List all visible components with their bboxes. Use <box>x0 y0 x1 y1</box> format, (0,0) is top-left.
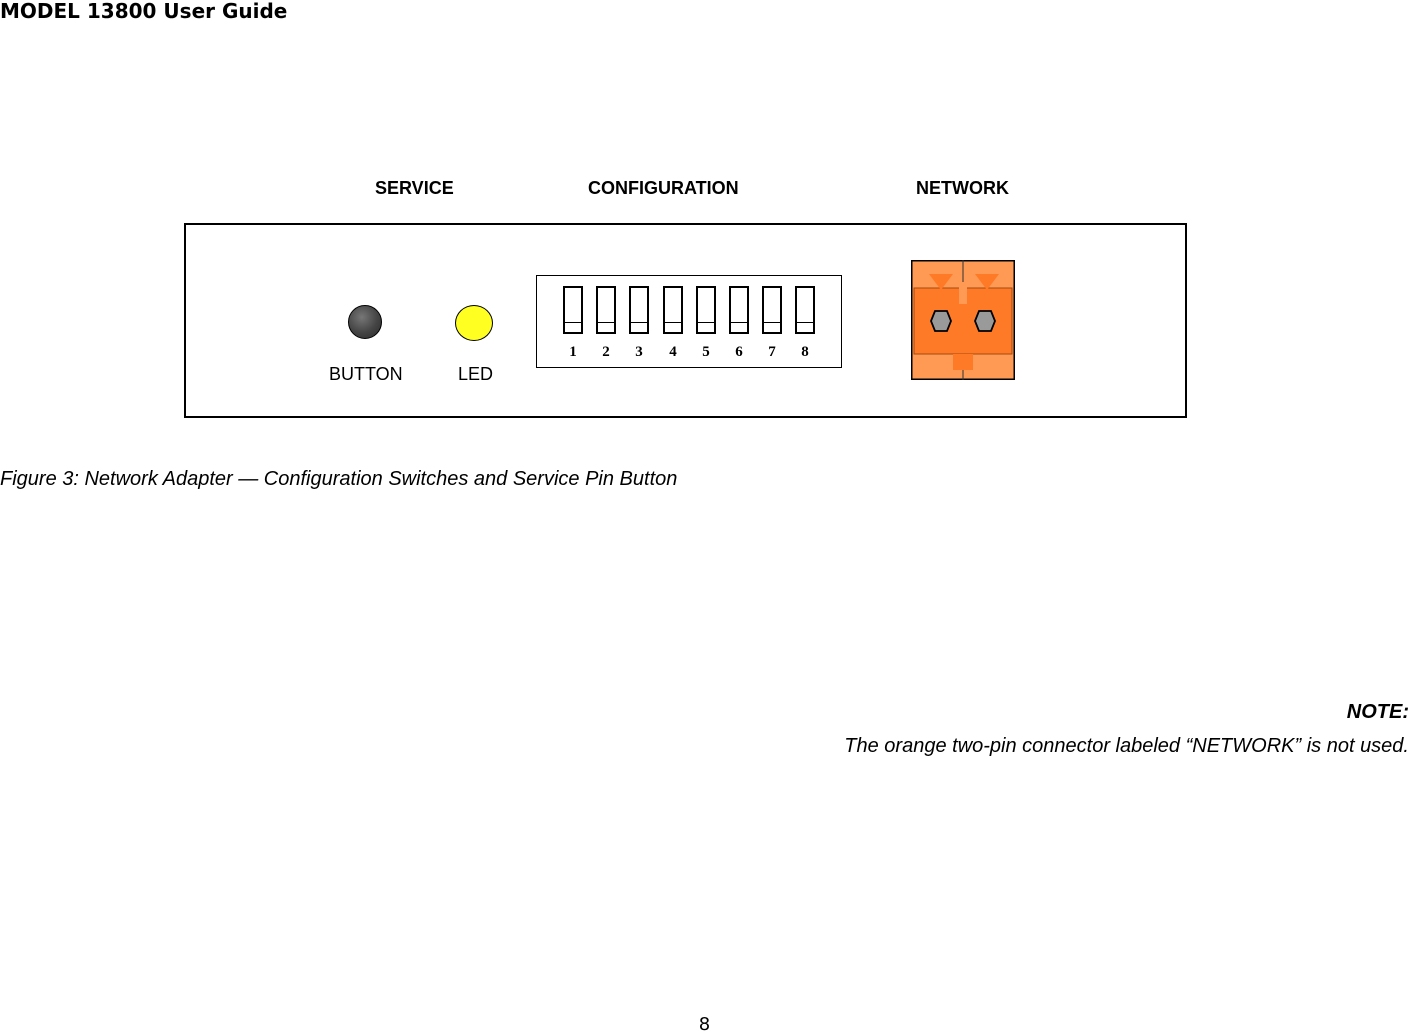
dip-switch <box>563 286 583 334</box>
service-pin-button <box>348 305 382 339</box>
dip-switch-number: 7 <box>768 344 776 360</box>
dip-switch-number: 4 <box>669 344 677 360</box>
dip-switch-number: 3 <box>635 344 643 360</box>
page-number: 8 <box>698 1014 711 1035</box>
dip-switch-number: 5 <box>702 344 710 360</box>
dip-switch-number: 8 <box>801 344 809 360</box>
dip-switch <box>729 286 749 334</box>
service-label: SERVICE <box>375 178 454 198</box>
button-label: BUTTON <box>329 364 403 384</box>
network-connector <box>911 260 1015 380</box>
dip-switch-block <box>536 275 842 368</box>
note-text: The orange two-pin connector labeled “NETWORK” is not used. <box>844 735 1409 757</box>
dip-switch-number: 2 <box>602 344 610 360</box>
note-title: NOTE: <box>1346 701 1409 723</box>
dip-switch <box>629 286 649 334</box>
led-label: LED <box>458 364 494 384</box>
configuration-label: CONFIGURATION <box>588 178 739 198</box>
dip-switch <box>795 286 815 334</box>
dip-switch <box>762 286 782 334</box>
dip-switch-number: 6 <box>735 344 743 360</box>
dip-switch <box>696 286 716 334</box>
dip-switch-number: 1 <box>569 344 577 360</box>
network-label: NETWORK <box>916 178 1009 198</box>
dip-switch <box>596 286 616 334</box>
service-led <box>455 305 493 341</box>
dip-switch <box>663 286 683 334</box>
figure-caption: Figure 3: Network Adapter — Configuration Switches and Service Pin Button <box>0 468 678 490</box>
document-header: MODEL 13800 User Guide <box>0 0 288 23</box>
